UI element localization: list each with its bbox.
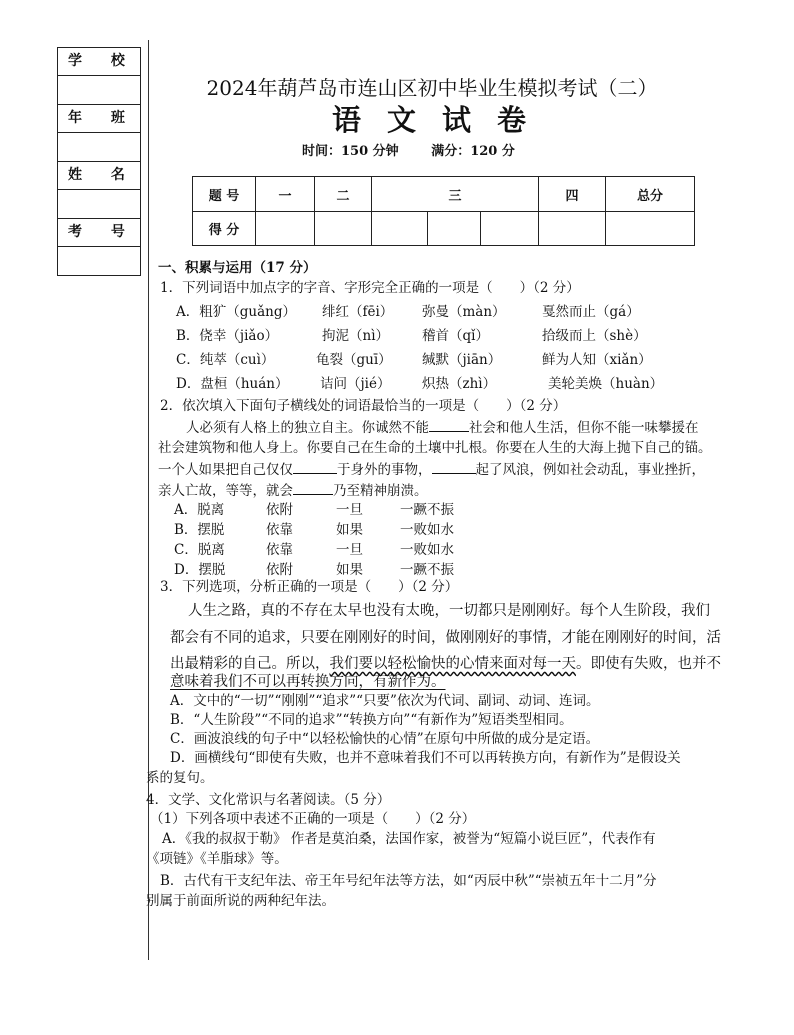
q2-text: 亲人亡故，等等，就会 bbox=[158, 483, 293, 499]
q4-option-a: A．《我的叔叔于勒》 作者是莫泊桑，法国作家，被誉为“短篇小说巨匠”，代表作有 bbox=[162, 831, 656, 847]
q4-option-b-cont: 别属于前面所说的两种纪年法。 bbox=[146, 893, 335, 909]
score-header-cell: 题 号 bbox=[193, 177, 256, 212]
q2-text: 社会和他人生活，但你不能一味攀援在 bbox=[469, 420, 699, 436]
score-table-score-row bbox=[193, 212, 695, 246]
q3-text: 。即使有失败，也并不 bbox=[576, 656, 721, 672]
question-3-stem: 3．下列选项，分析正确的一项是（ ）（2 分） bbox=[160, 579, 459, 595]
q2-text: 起了风浪，例如社会动乱，事业挫折， bbox=[475, 462, 705, 478]
q2-passage-line bbox=[186, 417, 699, 438]
q3-passage-line: 人生之路，真的不存在太早也没有太晚，一切都只是刚刚好。每个人生阶段，我们 bbox=[188, 603, 710, 619]
q1-option-b-word2: 拘泥（nì） bbox=[322, 328, 390, 344]
q2-option-b-3: 如果 bbox=[336, 522, 363, 538]
q1-option-a-word2: 绯红（fēi） bbox=[322, 304, 394, 320]
q3-option-d-cont: 系的复句。 bbox=[146, 770, 214, 786]
q1-option-c-word3: 缄默（jiān） bbox=[422, 352, 502, 368]
question-1-stem: 1．下列词语中加点字的字音、字形完全正确的一项是（ ）（2 分） bbox=[160, 280, 580, 296]
q2-text: 于身外的事物， bbox=[337, 462, 432, 478]
q3-passage-line bbox=[170, 672, 446, 692]
q1-option-a-word3: 弥曼（màn） bbox=[422, 304, 506, 320]
q4-option-a-cont: 《项链》《羊脂球》等。 bbox=[146, 851, 288, 867]
class-label: 年 班 bbox=[58, 105, 140, 133]
score-header-cell: 总分 bbox=[606, 177, 695, 212]
q1-option-d-word2: 诘问（jié） bbox=[320, 376, 391, 392]
q2-text: 人必须有人格上的独立自主。你诚然不能 bbox=[186, 420, 429, 436]
score-header-cell: 二 bbox=[315, 177, 372, 212]
paper-title: 语文试卷 bbox=[331, 103, 552, 137]
fill-blank bbox=[429, 417, 469, 432]
score-cell bbox=[256, 212, 315, 246]
q2-option-c-2: 依靠 bbox=[266, 542, 293, 558]
q2-option-d-3: 如果 bbox=[336, 562, 363, 578]
fill-blank bbox=[293, 459, 337, 474]
q2-option-d-4: 一蹶不振 bbox=[400, 562, 454, 578]
q1-option-b-word3: 稽首（qǐ） bbox=[422, 328, 489, 344]
q2-option-c-1: C．脱离 bbox=[174, 542, 225, 558]
q1-option-b-word4: 拾级而上（shè） bbox=[542, 328, 647, 344]
q4-option-b: B．古代有干支纪年法、帝王年号纪年法等方法，如“丙辰中秋”“崇祯五年十二月”分 bbox=[160, 873, 657, 889]
q1-option-c-word1: C．纯萃（cuì） bbox=[176, 352, 275, 368]
question-2-stem: 2．依次填入下面句子横线处的词语最恰当的一项是（ ）（2 分） bbox=[160, 398, 567, 414]
score-header-cell: 四 bbox=[539, 177, 606, 212]
q3-option-c: C．画波浪线的句子中“以轻松愉快的心情”在原句中所做的成分是定语。 bbox=[170, 731, 600, 747]
score-row-label: 得 分 bbox=[193, 212, 256, 246]
name-field bbox=[58, 190, 140, 219]
q2-option-b-4: 一败如水 bbox=[400, 522, 454, 538]
score-header-cell: 一 bbox=[256, 177, 315, 212]
q1-option-a-word4: 戛然而止（gá） bbox=[542, 304, 640, 320]
q1-option-a-word1: A．粗犷（guǎng） bbox=[176, 304, 296, 320]
q2-text: 乃至精神崩溃。 bbox=[333, 483, 428, 499]
section-heading: 一、积累与运用（17 分） bbox=[158, 260, 317, 276]
q3-text: 出最精彩的自己。所以， bbox=[170, 656, 330, 672]
q3-wavy-sentence: 我们要以轻松愉快的心情来面对每一天 bbox=[329, 656, 576, 672]
score-cell bbox=[315, 212, 372, 246]
score-header-cell: 三 bbox=[372, 177, 539, 212]
score-cell bbox=[428, 212, 481, 246]
q1-option-d-word1: D．盘桓（huán） bbox=[176, 376, 289, 392]
q2-text: 一个人如果把自己仅仅 bbox=[158, 462, 293, 478]
q3-option-a: A．文中的“一切”“刚刚”“追求”“只要”依次为代词、副词、动词、连词。 bbox=[170, 693, 600, 709]
q2-option-a-3: 一旦 bbox=[336, 502, 363, 518]
score-table bbox=[192, 176, 695, 246]
fill-blank bbox=[432, 459, 476, 474]
q2-option-c-3: 一旦 bbox=[336, 542, 363, 558]
q2-option-d-2: 依附 bbox=[266, 562, 293, 578]
q3-underlined-sentence: 意味着我们不可以再转换方向，有新作为。 bbox=[170, 674, 446, 690]
q2-passage-line: 社会建筑物和他人身上。你要自己在生命的土壤中扎根。你要在人生的大海上抛下自己的锚。 bbox=[158, 440, 712, 456]
q4-sub1-stem: （1）下列各项中表述不正确的一项是（ ）（2 分） bbox=[150, 811, 476, 827]
question-4-stem: 4．文学、文化常识与名著阅读。（5 分） bbox=[146, 792, 391, 808]
q2-passage-line bbox=[158, 459, 705, 480]
score-table-header-row bbox=[193, 177, 695, 212]
school-label: 学 校 bbox=[58, 48, 140, 76]
exam-number-label: 考 号 bbox=[58, 219, 140, 247]
q2-option-a-4: 一蹶不振 bbox=[400, 502, 454, 518]
q1-option-b-word1: B．侥幸（jiǎo） bbox=[176, 328, 279, 344]
q2-option-b-1: B．摆脱 bbox=[174, 522, 225, 538]
q3-passage-line bbox=[170, 654, 721, 674]
score-cell bbox=[372, 212, 428, 246]
q3-option-d: D．画横线句“即使有失败，也并不意味着我们不可以再转换方向，有新作为”是假设关 bbox=[170, 750, 681, 766]
q2-option-d-1: D．摆脱 bbox=[174, 562, 226, 578]
exam-meta bbox=[302, 140, 515, 159]
score-cell bbox=[539, 212, 606, 246]
exam-number-field bbox=[58, 247, 140, 275]
binding-margin-line bbox=[148, 40, 149, 960]
q3-passage-line: 都会有不同的追求，只要在刚刚好的时间，做刚刚好的事情，才能在刚刚好的时间，活 bbox=[170, 630, 721, 646]
name-label: 姓 名 bbox=[58, 162, 140, 190]
q1-option-c-word2: 龟裂（guī） bbox=[316, 352, 392, 368]
exam-title: 2024年葫芦岛市连山区初中毕业生模拟考试（二） bbox=[206, 76, 658, 100]
q1-option-d-word3: 炽热（zhì） bbox=[422, 376, 497, 392]
q2-option-c-4: 一败如水 bbox=[400, 542, 454, 558]
q2-option-a-2: 依附 bbox=[266, 502, 293, 518]
score-cell bbox=[606, 212, 695, 246]
exam-full-score: 满分：120 分 bbox=[431, 144, 515, 159]
score-cell bbox=[481, 212, 539, 246]
q1-option-d-word4: 美轮美焕（huàn） bbox=[548, 376, 664, 392]
q2-option-a-1: A．脱离 bbox=[174, 502, 225, 518]
exam-time: 时间：150 分钟 bbox=[302, 144, 399, 159]
q2-option-b-2: 依靠 bbox=[266, 522, 293, 538]
q1-option-c-word4: 鲜为人知（xiǎn） bbox=[542, 352, 652, 368]
q3-option-b: B．“人生阶段”“不同的追求”“转换方向”“有新作为”短语类型相同。 bbox=[170, 712, 573, 728]
fill-blank bbox=[293, 480, 333, 495]
